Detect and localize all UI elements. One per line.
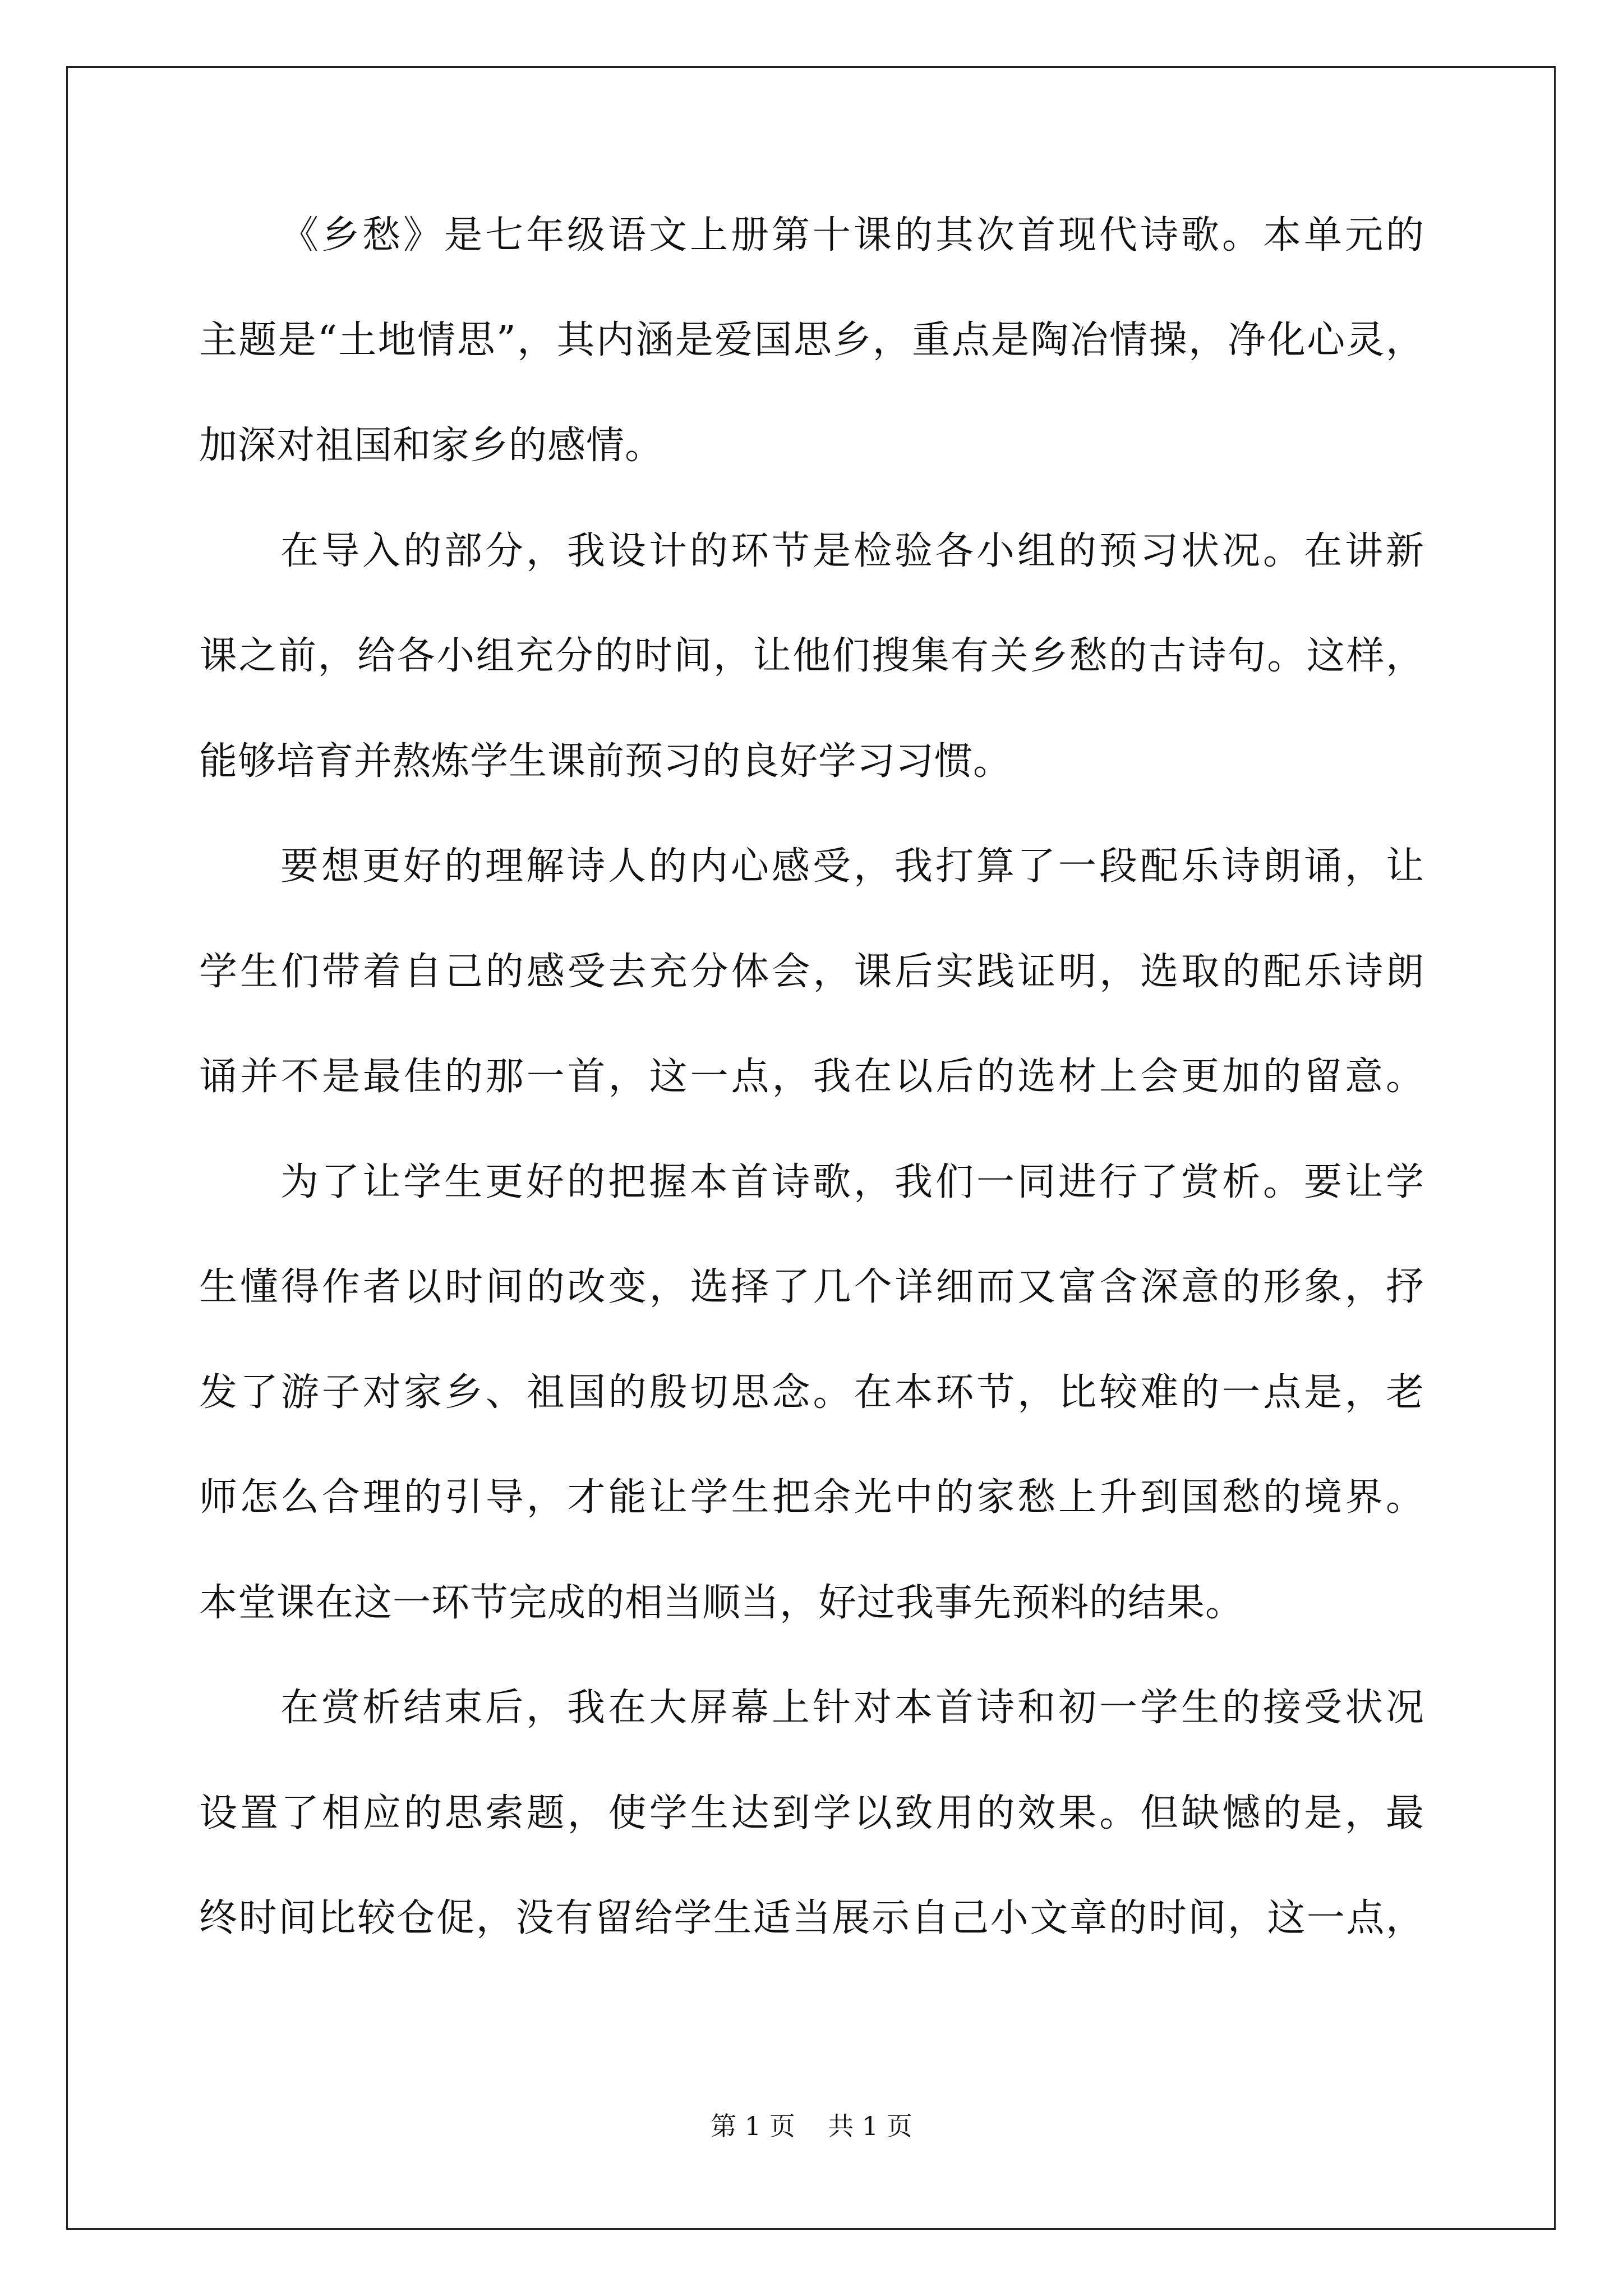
text-line: 终时间比较仓促，没有留给学生适当展示自己小文章的时间，这一点， [199,1896,1424,1940]
text-line: 主题是“土地情思”，其内涵是爱国思乡，重点是陶冶情操，净化心灵， [199,318,1424,362]
page-footer [0,2109,1623,2143]
text-line: 设置了相应的思索题，使学生达到学以致用的效果。但缺憾的是，最 [199,1791,1424,1835]
text-line: 课之前，给各小组充分的时间，让他们搜集有关乡愁的古诗句。这样， [199,634,1424,678]
text-line: 为了让学生更好的把握本首诗歌，我们一同进行了赏析。要让学 [280,1160,1424,1204]
page-number-label: 第 1 页 共 1 页 [711,2111,912,2141]
text-line: 能够培育并熬炼学生课前预习的良好学习习惯。 [199,739,1012,784]
text-line: 《乡愁》是七年级语文上册第十课的其次首现代诗歌。本单元的 [280,213,1424,257]
text-line: 学生们带着自己的感受去充分体会，课后实践证明，选取的配乐诗朗 [199,950,1424,994]
text-line: 在赏析结束后，我在大屏幕上针对本首诗和初一学生的接受状况 [280,1686,1424,1730]
text-line: 本堂课在这一环节完成的相当顺当，好过我事先预料的结果。 [199,1581,1244,1625]
text-line: 要想更好的理解诗人的内心感受，我打算了一段配乐诗朗诵，让 [280,844,1424,889]
text-line: 诵并不是最佳的那一首，这一点，我在以后的选材上会更加的留意。 [199,1055,1424,1099]
text-line: 发了游子对家乡、祖国的殷切思念。在本环节，比较难的一点是，老 [199,1370,1424,1415]
text-line: 生懂得作者以时间的改变，选择了几个详细而又富含深意的形象，抒 [199,1265,1424,1309]
text-line: 加深对祖国和家乡的感情。 [199,424,664,468]
text-line: 在导入的部分，我设计的环节是检验各小组的预习状况。在讲新 [280,529,1424,573]
text-line: 师怎么合理的引导，才能让学生把余光中的家愁上升到国愁的境界。 [199,1475,1424,1520]
